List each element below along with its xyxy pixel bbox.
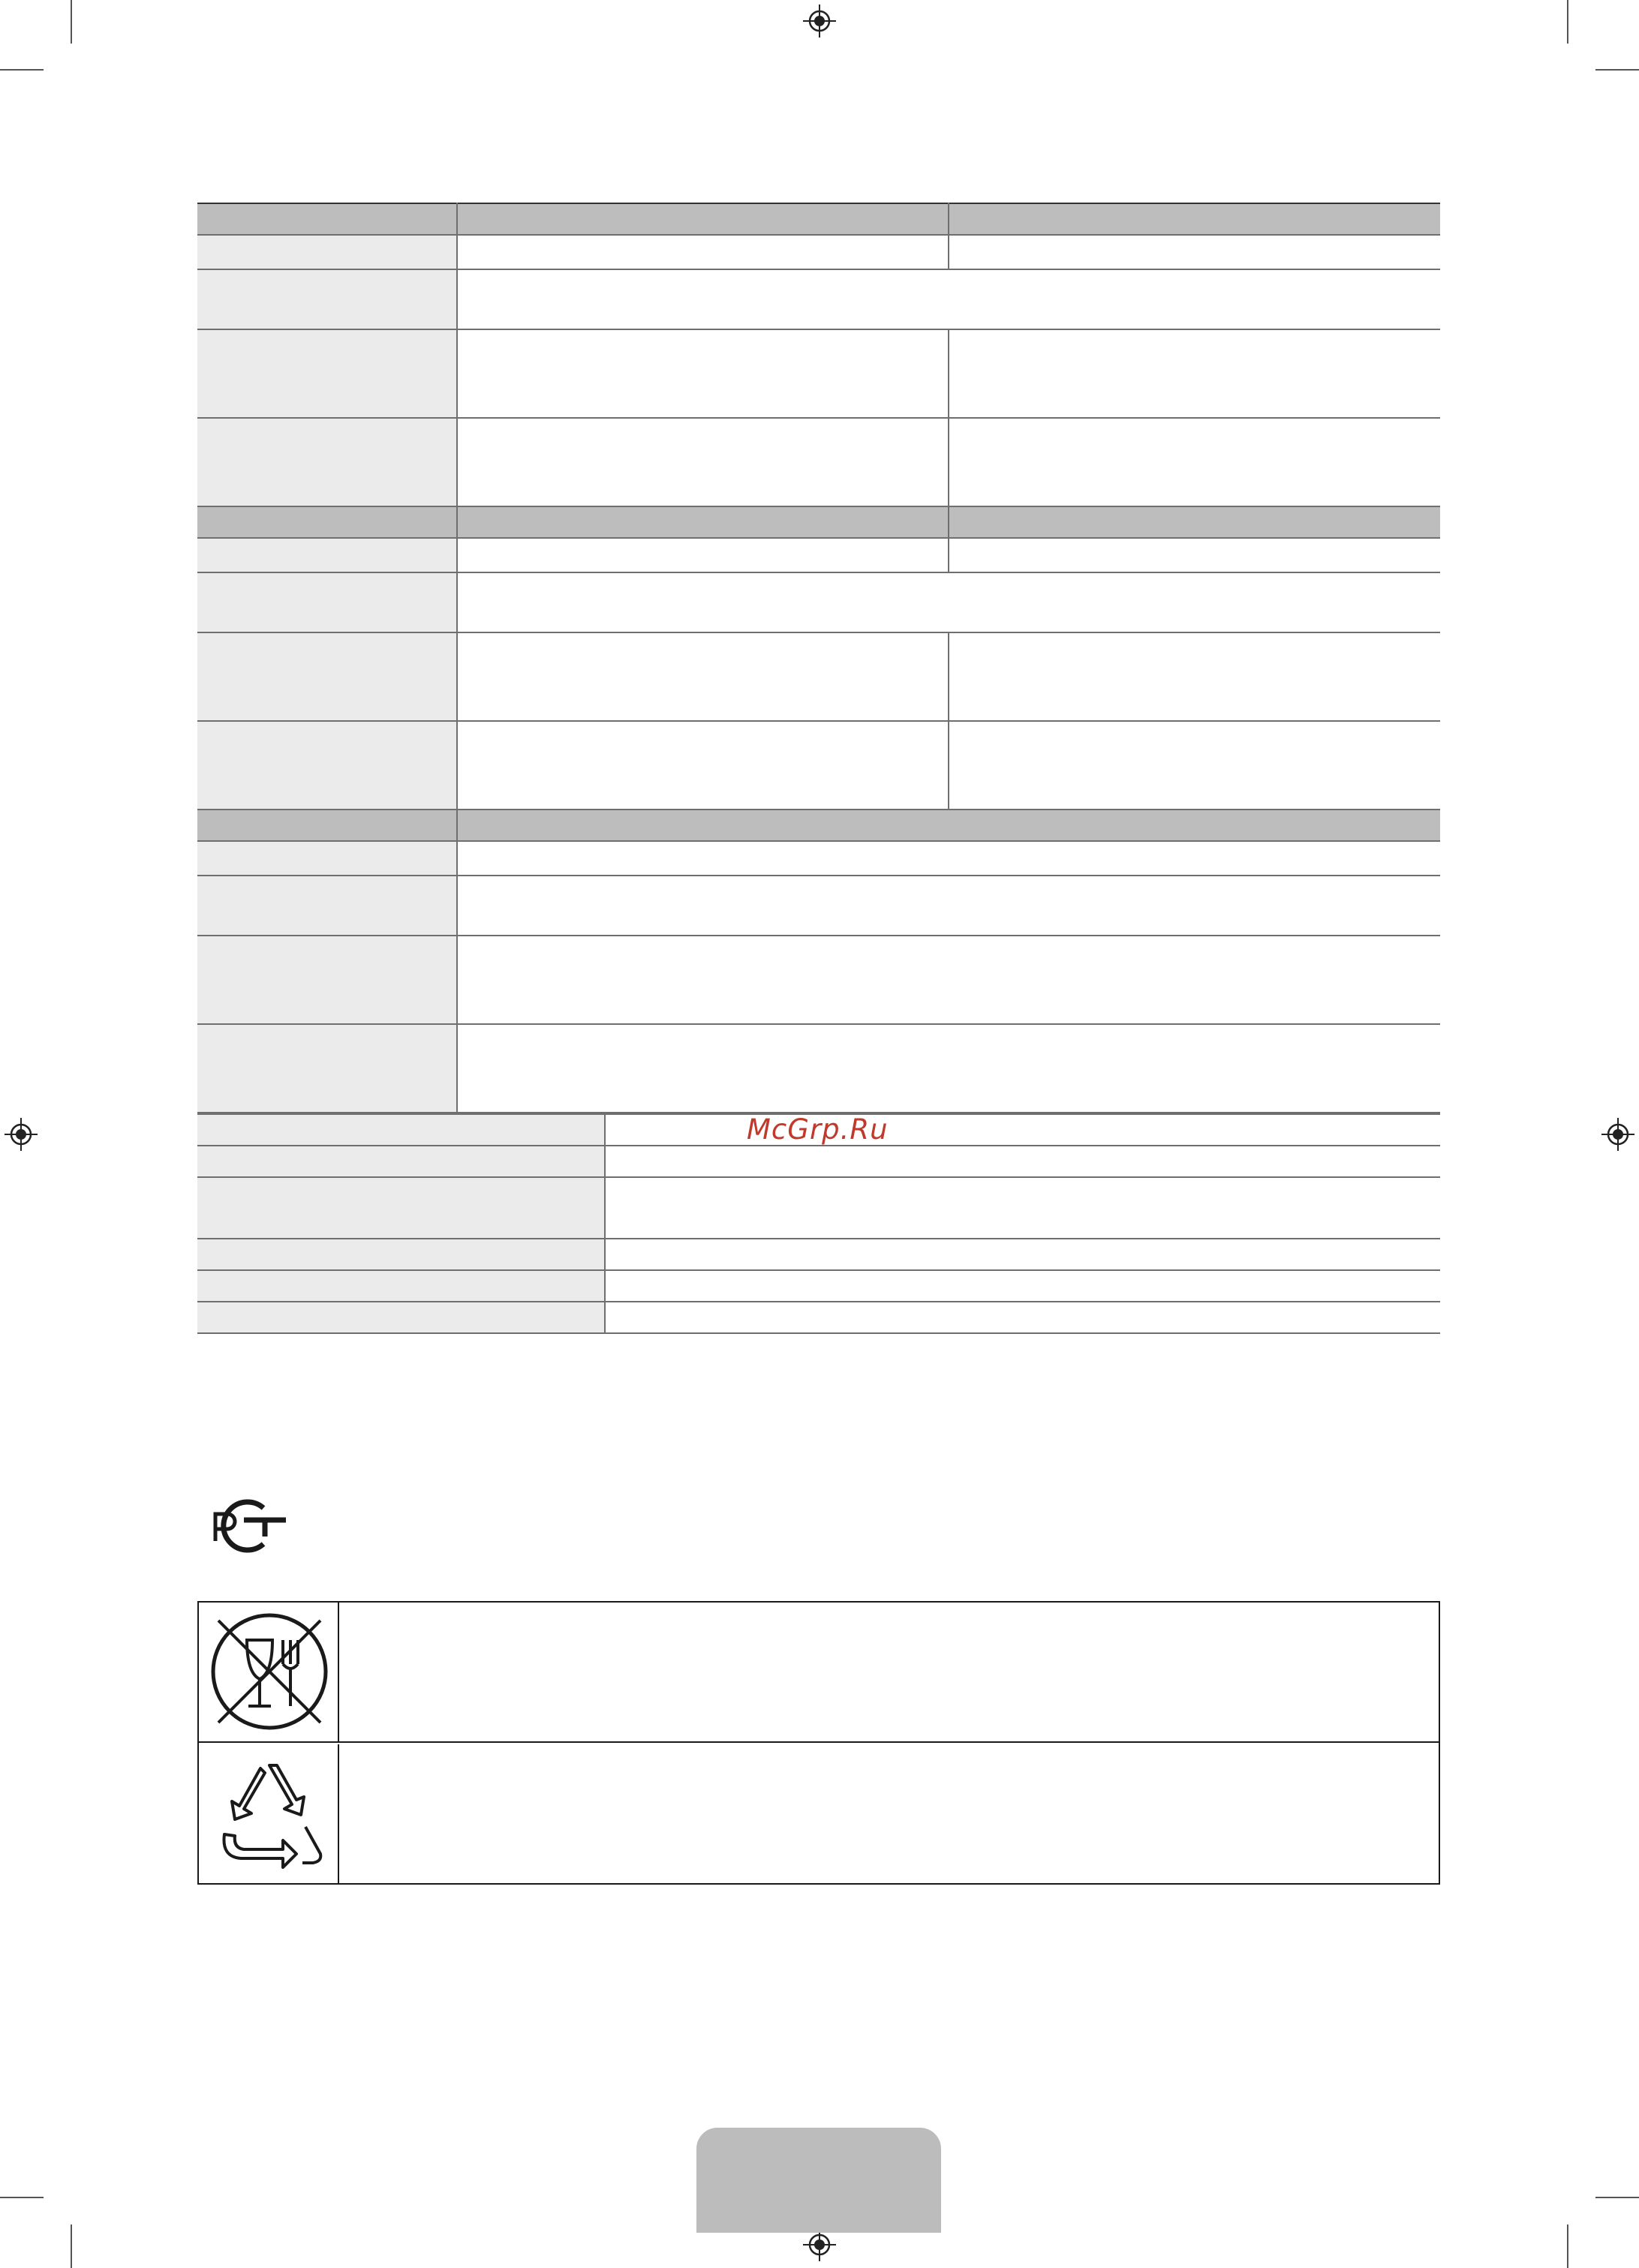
spec-row bbox=[197, 235, 1440, 269]
spec-cell bbox=[457, 1024, 1440, 1113]
spec-header-row bbox=[197, 203, 1440, 235]
spec-cell bbox=[457, 810, 1440, 841]
spec-row bbox=[197, 841, 1440, 876]
spec-cell bbox=[949, 235, 1440, 269]
spec-header-row bbox=[197, 506, 1440, 538]
spec-cell bbox=[197, 810, 457, 841]
general-label-cell bbox=[197, 1114, 605, 1146]
spec-cell bbox=[457, 721, 949, 810]
spec-cell bbox=[949, 506, 1440, 538]
crop-mark bbox=[71, 2224, 72, 2268]
symbol-cell bbox=[199, 1744, 339, 1883]
spec-cell bbox=[457, 506, 949, 538]
general-value-cell bbox=[605, 1177, 1440, 1239]
registration-mark-icon bbox=[803, 5, 836, 38]
general-label-cell bbox=[197, 1177, 605, 1239]
spec-cell bbox=[949, 329, 1440, 418]
spec-label-cell bbox=[197, 721, 457, 810]
spec-cell bbox=[457, 936, 1440, 1024]
spec-cell bbox=[949, 721, 1440, 810]
crop-mark bbox=[0, 69, 44, 71]
spec-label-cell bbox=[197, 329, 457, 418]
spec-cell bbox=[457, 572, 1440, 632]
general-row bbox=[197, 1239, 1440, 1270]
spec-label-cell bbox=[197, 235, 457, 269]
general-label-cell bbox=[197, 1302, 605, 1333]
spec-cell bbox=[457, 269, 1440, 329]
recycling-icon bbox=[208, 1752, 331, 1875]
watermark-text: McGrp.Ru bbox=[747, 1113, 889, 1146]
spec-row bbox=[197, 1024, 1440, 1113]
spec-row bbox=[197, 876, 1440, 936]
spec-cell bbox=[457, 329, 949, 418]
crop-mark bbox=[0, 2197, 44, 2198]
general-row bbox=[197, 1270, 1440, 1302]
spec-cell bbox=[949, 538, 1440, 572]
spec-cell bbox=[949, 203, 1440, 235]
spec-row bbox=[197, 936, 1440, 1024]
spec-label-cell bbox=[197, 1024, 457, 1113]
general-value-cell bbox=[605, 1239, 1440, 1270]
general-info-table bbox=[197, 1113, 1440, 1334]
spec-label-cell bbox=[197, 538, 457, 572]
spec-row bbox=[197, 418, 1440, 506]
crop-mark bbox=[71, 0, 72, 44]
registration-mark-icon bbox=[803, 2228, 836, 2261]
symbols-table bbox=[197, 1601, 1440, 1885]
page-number-tab bbox=[696, 2128, 941, 2233]
spec-header-row bbox=[197, 810, 1440, 841]
registration-mark-icon bbox=[1601, 1118, 1634, 1151]
crop-mark bbox=[1595, 69, 1639, 71]
pct-certification-mark-icon bbox=[197, 1497, 290, 1555]
spec-row bbox=[197, 538, 1440, 572]
spec-label-cell bbox=[197, 418, 457, 506]
not-for-food-icon bbox=[208, 1610, 331, 1733]
spec-label-cell bbox=[197, 269, 457, 329]
spec-row bbox=[197, 269, 1440, 329]
crop-mark bbox=[1595, 2197, 1639, 2198]
crop-mark bbox=[1567, 0, 1568, 44]
spec-cell bbox=[949, 418, 1440, 506]
general-row bbox=[197, 1302, 1440, 1333]
spec-cell bbox=[197, 203, 457, 235]
general-value-cell bbox=[605, 1114, 1440, 1146]
spec-label-cell bbox=[197, 936, 457, 1024]
general-row bbox=[197, 1146, 1440, 1177]
spec-row bbox=[197, 329, 1440, 418]
general-value-cell bbox=[605, 1302, 1440, 1333]
general-row bbox=[197, 1177, 1440, 1239]
spec-cell bbox=[457, 418, 949, 506]
spec-cell bbox=[457, 841, 1440, 876]
spec-cell bbox=[457, 203, 949, 235]
symbol-cell bbox=[199, 1603, 339, 1741]
spec-label-cell bbox=[197, 876, 457, 936]
specification-table bbox=[197, 203, 1440, 1113]
spec-cell bbox=[457, 235, 949, 269]
spec-row bbox=[197, 632, 1440, 721]
spec-cell bbox=[457, 876, 1440, 936]
symbol-row bbox=[199, 1603, 1439, 1743]
spec-cell bbox=[949, 632, 1440, 721]
spec-cell bbox=[457, 538, 949, 572]
spec-label-cell bbox=[197, 841, 457, 876]
spec-row bbox=[197, 721, 1440, 810]
spec-label-cell bbox=[197, 572, 457, 632]
registration-mark-icon bbox=[5, 1118, 38, 1151]
spec-row bbox=[197, 572, 1440, 632]
spec-cell bbox=[197, 506, 457, 538]
spec-cell bbox=[457, 632, 949, 721]
symbol-row bbox=[199, 1744, 1439, 1883]
general-label-cell bbox=[197, 1239, 605, 1270]
general-label-cell bbox=[197, 1270, 605, 1302]
general-value-cell bbox=[605, 1270, 1440, 1302]
general-label-cell bbox=[197, 1146, 605, 1177]
general-value-cell bbox=[605, 1146, 1440, 1177]
crop-mark bbox=[1567, 2224, 1568, 2268]
spec-label-cell bbox=[197, 632, 457, 721]
